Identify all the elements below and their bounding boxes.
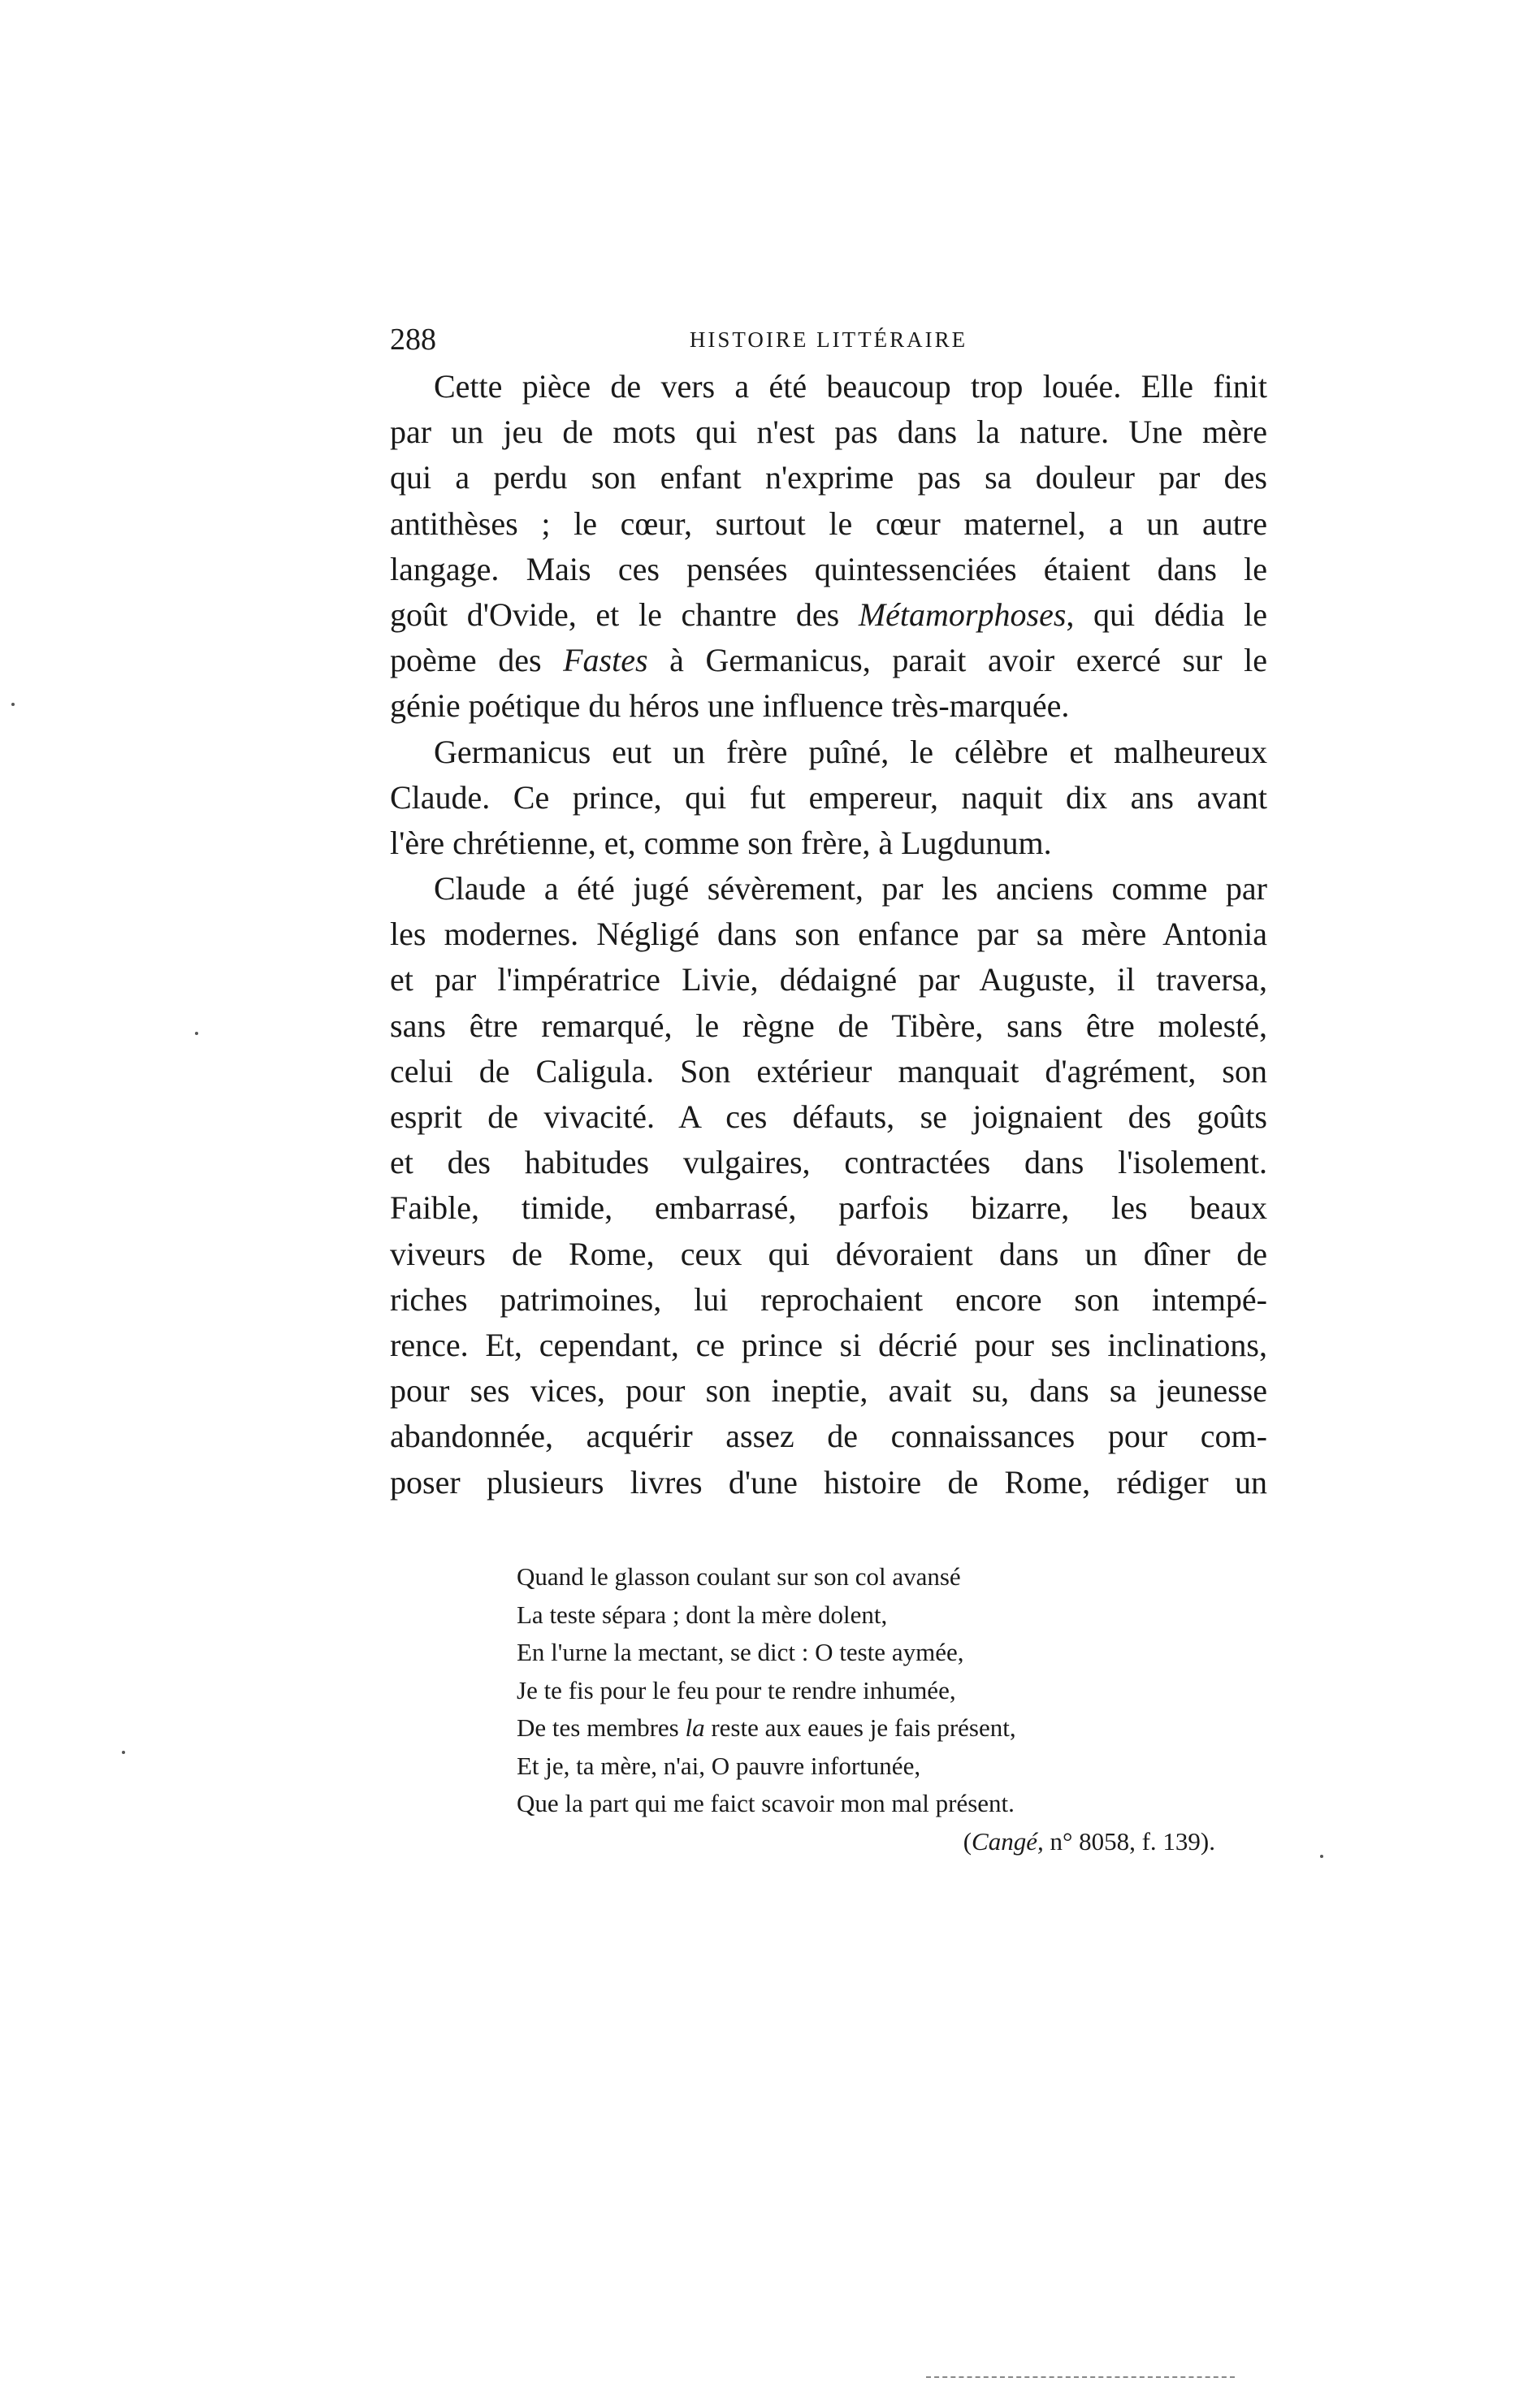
text-line: Faible, timide, embarrasé, parfois bizarre, les beaux — [390, 1189, 1267, 1227]
text-line: abandonnée, acquérir assez de connaissances pour com- — [390, 1418, 1267, 1455]
footnote-citation — [517, 1823, 1215, 1861]
verse-line: Quand le glasson coulant sur son col avansé — [517, 1562, 961, 1591]
text-line: et par l'impératrice Livie, dédaigné par Auguste, il traversa, — [390, 961, 1267, 998]
verse-line: Je te fis pour le feu pour te rendre inhumée, — [517, 1675, 956, 1704]
scan-speck — [1320, 1855, 1323, 1858]
citation-rest: n° 8058, f. 139). — [1050, 1826, 1215, 1856]
text-line: et des habitudes vulgaires, contractées dans l'isolement. — [390, 1144, 1267, 1181]
text-line: les modernes. Négligé dans son enfance par sa mère Antonia — [390, 916, 1267, 953]
verse-line: Et je, ta mère, n'ai, O pauvre infortunée, — [517, 1751, 921, 1780]
running-head — [390, 315, 1267, 364]
text-line: goût d'Ovide, et le chantre des Métamorphoses, qui dédia le — [390, 596, 1268, 633]
text-line: celui de Caligula. Son extérieur manquait d'agrément, son — [390, 1052, 1267, 1089]
text-line: Cette pièce de vers a été beaucoup trop louée. Elle finit — [434, 368, 1267, 405]
text-line: riches patrimoines, lui reprochaient encore son intempé- — [390, 1280, 1267, 1318]
scan-speck — [11, 703, 15, 706]
text-line: rence. Et, cependant, ce prince si décrié pour ses inclinations, — [390, 1326, 1267, 1363]
text-line: viveurs de Rome, ceux qui dévoraient dans un dîner de — [390, 1235, 1267, 1272]
text-line: poème des Fastes à Germanicus, parait avoir exercé sur le — [390, 642, 1267, 679]
verse-line: De tes membres la reste aux eaues je fais présent, — [517, 1713, 1016, 1742]
text-line: langage. Mais ces pensées quintessenciées étaient dans le — [390, 550, 1267, 587]
page-number: 288 — [390, 323, 436, 357]
text-line: pour ses vices, pour son ineptie, avait su, dans sa jeunesse — [390, 1372, 1267, 1410]
text-line: Claude. Ce prince, qui fut empereur, naquit dix ans avant — [390, 778, 1267, 816]
citation-open: ( — [963, 1826, 972, 1856]
text-line: sans être remarqué, le règne de Tibère, sans être molesté, — [390, 1007, 1267, 1044]
verse-line: La teste sépara ; dont la mère dolent, — [517, 1600, 888, 1629]
scan-speck — [195, 1032, 198, 1035]
running-title: HISTOIRE LITTÉRAIRE — [689, 327, 968, 352]
text-line: par un jeu de mots qui n'est pas dans la nature. Une mère — [390, 414, 1267, 451]
text-line: antithèses ; le cœur, surtout le cœur maternel, a un autre — [390, 505, 1267, 542]
text-line: Germanicus eut un frère puîné, le célèbre et malheureux — [434, 733, 1267, 770]
verse-line: En l'urne la mectant, se dict : O teste aymée, — [517, 1638, 964, 1666]
citation-source: Cangé, — [972, 1826, 1044, 1856]
text-line: qui a perdu son enfant n'exprime pas sa douleur par des — [390, 459, 1267, 496]
text-line: Claude a été jugé sévèrement, par les anciens comme par — [434, 870, 1267, 907]
verse-line: Que la part qui me faict scavoir mon mal présent. — [517, 1789, 1015, 1817]
text-line: génie poétique du héros une influence très-marquée. — [390, 687, 1070, 725]
scan-speck — [122, 1751, 125, 1754]
verse-lines — [517, 1558, 1215, 1823]
footnote-verse — [517, 1558, 1215, 1860]
text-line: esprit de vivacité. A ces défauts, se joignaient des goûts — [390, 1098, 1267, 1135]
text-line: poser plusieurs livres d'une histoire de Rome, rédiger un — [390, 1463, 1267, 1501]
scan-rule — [926, 2376, 1235, 2380]
main-text — [390, 364, 1267, 1505]
text-line: l'ère chrétienne, et, comme son frère, à Lugdunum. — [390, 824, 1052, 861]
